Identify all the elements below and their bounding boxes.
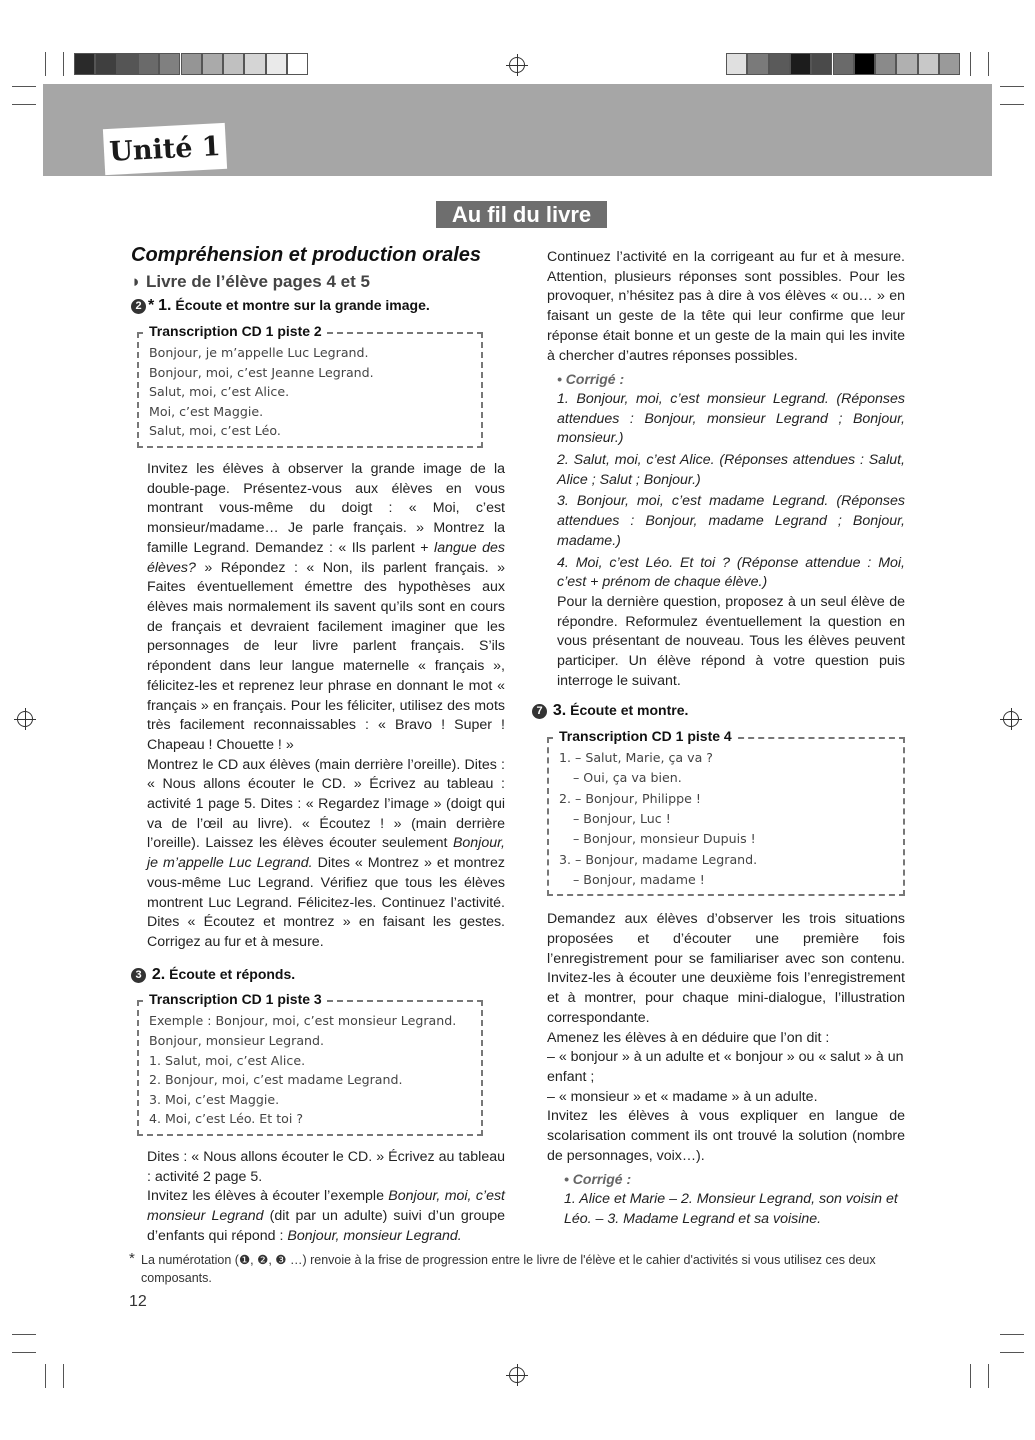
- crop-mark: [12, 1334, 36, 1335]
- color-swatch: [202, 53, 223, 75]
- crop-mark: [12, 104, 36, 105]
- color-swatch: [223, 53, 244, 75]
- transcription-line: 2. – Bonjour, Philippe !: [559, 791, 701, 807]
- color-swatch: [747, 53, 768, 75]
- transcription-title: Transcription CD 1 piste 3: [145, 990, 326, 1010]
- crop-mark: [12, 1352, 36, 1353]
- color-swatch: [244, 53, 265, 75]
- book-pages-heading: ◗ Livre de l’élève pages 4 et 5: [131, 271, 370, 291]
- exercise-2-heading: 3 2. Écoute et réponds.: [131, 965, 505, 985]
- color-swatch: [939, 53, 960, 75]
- color-swatch: [790, 53, 811, 75]
- transcription-line: Salut, moi, c’est Léo.: [149, 423, 281, 439]
- corrige-item: 1. Alice et Marie – 2. Monsieur Legrand, son voisin et Léo. – 3. Madame Legrand et sa voisine.: [564, 1191, 898, 1227]
- color-swatch: [74, 53, 95, 75]
- progress-number-icon: 7: [532, 704, 547, 719]
- paragraph: Demandez aux élèves d’observer les trois situations proposées et d’écouter une première fois l’enregistrement pour se familiariser avec son contenu. Invitez-les à écouter une deuxième fois l’enregistrement et à montrer, pour chaque mini-dialogue, l’illustration correspondante.: [547, 911, 905, 1026]
- color-swatch: [138, 53, 159, 75]
- color-swatch: [266, 53, 287, 75]
- paragraph: Invitez les élèves à écouter l’exemple Bonjour, moi, c’est monsieur Legrand (dit par un adulte) suivi d’un groupe d’enfants qui répond : Bonjour, monsieur Legrand.: [147, 1188, 506, 1244]
- half-circle-icon: ◗: [131, 271, 146, 291]
- unit-label: Unité 1: [103, 123, 227, 175]
- color-swatch: [854, 53, 875, 75]
- progress-number-icon: 2: [131, 299, 146, 314]
- transcription-line: – Bonjour, Luc !: [573, 810, 671, 826]
- crop-mark: [970, 52, 971, 76]
- crop-mark: [1000, 86, 1024, 87]
- paragraph: Invitez les élèves à observer la grande image de la double-page. Présentez-vous aux élèves en vous montrant vous-même du doigt : « Moi, c’est monsieur/madame… Je parle français. » Montrez la famille Legrand. Demandez : « Ils parlent + langue des élèves? » Répondez : « Non, ils parlent français. » Faites éventuellement émettre des hypothèses aux élèves mais normalement ils savent qu’ils sont en cours de français et devraient facilement imaginer que les personnages de leur livre parlent français. S’ils répondent dans leur langue maternelle « français », félicitez-les et reprenez leur phrase en donnant le mot « français » en français. Pour les féliciter, utilisez des mots très facilement reconnaissables : « Bravo ! Super ! Chapeau ! Chouette ! »: [147, 461, 505, 753]
- corrige-heading: • Corrigé :: [564, 1171, 632, 1188]
- color-swatch: [833, 53, 854, 75]
- transcription-line: – Oui, ça va bien.: [573, 769, 682, 785]
- crop-mark: [1000, 104, 1024, 105]
- transcription-line: 3. – Bonjour, madame Legrand.: [559, 852, 758, 868]
- paragraph: Invitez les élèves à vous expliquer en langue de scolarisation comment ils ont trouvé la solution (nombre de personnages, voix…).: [547, 1108, 905, 1164]
- registration-mark: [17, 711, 33, 727]
- crop-mark: [988, 52, 989, 76]
- transcription-box-1: [137, 323, 483, 448]
- paragraph: – « bonjour » à un adulte et « bonjour » ou « salut » à un enfant ;: [547, 1049, 904, 1085]
- transcription-line: Bonjour, moi, c’est Jeanne Legrand.: [149, 364, 374, 380]
- progress-number-icon: 3: [131, 968, 146, 983]
- color-swatch: [117, 53, 138, 75]
- crop-mark: [970, 1364, 971, 1388]
- transcription-title: Transcription CD 1 piste 2: [145, 322, 326, 342]
- crop-mark: [45, 1364, 46, 1388]
- registration-mark: [509, 57, 525, 73]
- footnote: * La numérotation (❶, ❷, ❸ …) renvoie à la frise de progression entre le livre de l'élève et le cahier d'activités si vous utilisez ces deux composants.: [129, 1250, 876, 1285]
- color-swatch: [95, 53, 116, 75]
- color-swatch: [918, 53, 939, 75]
- color-swatch: [181, 53, 202, 75]
- left-column: [131, 246, 505, 1246]
- color-swatch: [896, 53, 917, 75]
- corrige-item: 4. Moi, c’est Léo. Et toi ? (Réponse attendue : Moi, c’est + prénom de chaque élève.): [557, 554, 905, 591]
- color-swatch: [769, 53, 790, 75]
- color-swatch: [287, 53, 308, 75]
- crop-mark: [63, 1364, 64, 1388]
- transcription-line: 2. Bonjour, moi, c’est madame Legrand.: [149, 1072, 403, 1088]
- paragraph: – « monsieur » et « madame » à un adulte.: [547, 1088, 818, 1105]
- color-swatch: [726, 53, 747, 75]
- paragraph: Montrez le CD aux élèves (main derrière l’oreille). Dites : « Nous allons écouter le CD. » Écrivez au tableau : activité 1 page 5. Dites : « Regardez l’image » (doigt qui va de l’œil au livre). « Écoutez ! » (main derrière l’oreille). Laissez les élèves écouter seulement Bonjour, je m’appelle Luc Legrand. Dites « Montrez » et montrez vous-même Luc Legrand. Vérifiez que tous les élèves montrent Luc Legrand. Félicitez-les. Continuez l’activité. Dites « Écoutez et montrez » en faisant les gestes. Corrigez au fur et à mesure.: [147, 756, 505, 950]
- transcription-line: Salut, moi, c’est Alice.: [149, 384, 290, 400]
- exercise-3-heading: 7 3. Écoute et montre.: [532, 701, 905, 721]
- section-banner: Au fil du livre: [436, 201, 607, 228]
- corrige-item: 1. Bonjour, moi, c’est monsieur Legrand. (Réponses attendues : Bonjour, monsieur Legrand ; Bonjour, monsieur.): [557, 390, 905, 447]
- exercise-1-heading: 2 * 1. Écoute et montre sur la grande image.: [131, 296, 505, 316]
- transcription-line: Exemple : Bonjour, moi, c’est monsieur Legrand.: [149, 1013, 457, 1029]
- color-swatch: [875, 53, 896, 75]
- section-heading: Compréhension et production orales: [131, 244, 482, 266]
- crop-mark: [12, 86, 36, 87]
- corrige-item: 3. Bonjour, moi, c’est madame Legrand. (Réponses attendues : Bonjour, madame Legrand ; Bonjour, madame.): [557, 493, 905, 549]
- transcription-line: 3. Moi, c’est Maggie.: [149, 1091, 280, 1107]
- transcription-line: 1. Salut, moi, c’est Alice.: [149, 1052, 306, 1068]
- transcription-line: Bonjour, je m’appelle Luc Legrand.: [149, 345, 369, 361]
- corrige-item: 2. Salut, moi, c’est Alice. (Réponses attendues : Salut, Alice ; Salut ; Bonjour.): [557, 452, 905, 488]
- transcription-box-3: [547, 728, 905, 896]
- transcription-line: – Bonjour, madame !: [573, 871, 705, 887]
- registration-mark: [509, 1367, 525, 1383]
- transcription-line: 1. – Salut, Marie, ça va ?: [559, 750, 713, 766]
- transcription-box-2: [137, 991, 483, 1136]
- paragraph: Pour la dernière question, proposez à un seul élève de répondre. Reformulez éventuellement la question en vous présentant de nouveau. Tous les élèves peuvent participer. Un élève répond à votre question puis interroge le suivant.: [557, 593, 905, 689]
- paragraph: Dites : « Nous allons écouter le CD. » Écrivez au tableau : activité 2 page 5.: [147, 1148, 505, 1185]
- transcription-line: Moi, c’est Maggie.: [149, 403, 264, 419]
- color-swatch: [159, 53, 180, 75]
- paragraph: Continuez l’activité en la corrigeant au fur et à mesure. Attention, plusieurs réponses sont possibles. Pour les provoquer, n’hésitez pas à dire à vos élèves « ou… » en faisant un geste de la tête qui leur confirme que leur réponse était bonne et un geste de la main qui les invite à chercher d’autres réponses possibles.: [547, 249, 905, 364]
- right-column: [536, 248, 905, 1230]
- registration-mark: [1003, 711, 1019, 727]
- corrige-heading: • Corrigé :: [557, 371, 625, 388]
- paragraph: Amenez les élèves à en déduire que l’on dit :: [547, 1029, 830, 1046]
- crop-mark: [45, 52, 46, 76]
- crop-mark: [63, 52, 64, 76]
- crop-mark: [988, 1364, 989, 1388]
- transcription-title: Transcription CD 1 piste 4: [555, 727, 736, 747]
- transcription-line: 4. Moi, c’est Léo. Et toi ?: [149, 1111, 304, 1127]
- transcription-line: – Bonjour, monsieur Dupuis !: [573, 830, 756, 846]
- crop-mark: [1000, 1334, 1024, 1335]
- transcription-line: Bonjour, monsieur Legrand.: [149, 1032, 325, 1048]
- color-swatch: [811, 53, 832, 75]
- page-number: 12: [129, 1293, 147, 1310]
- crop-mark: [1000, 1352, 1024, 1353]
